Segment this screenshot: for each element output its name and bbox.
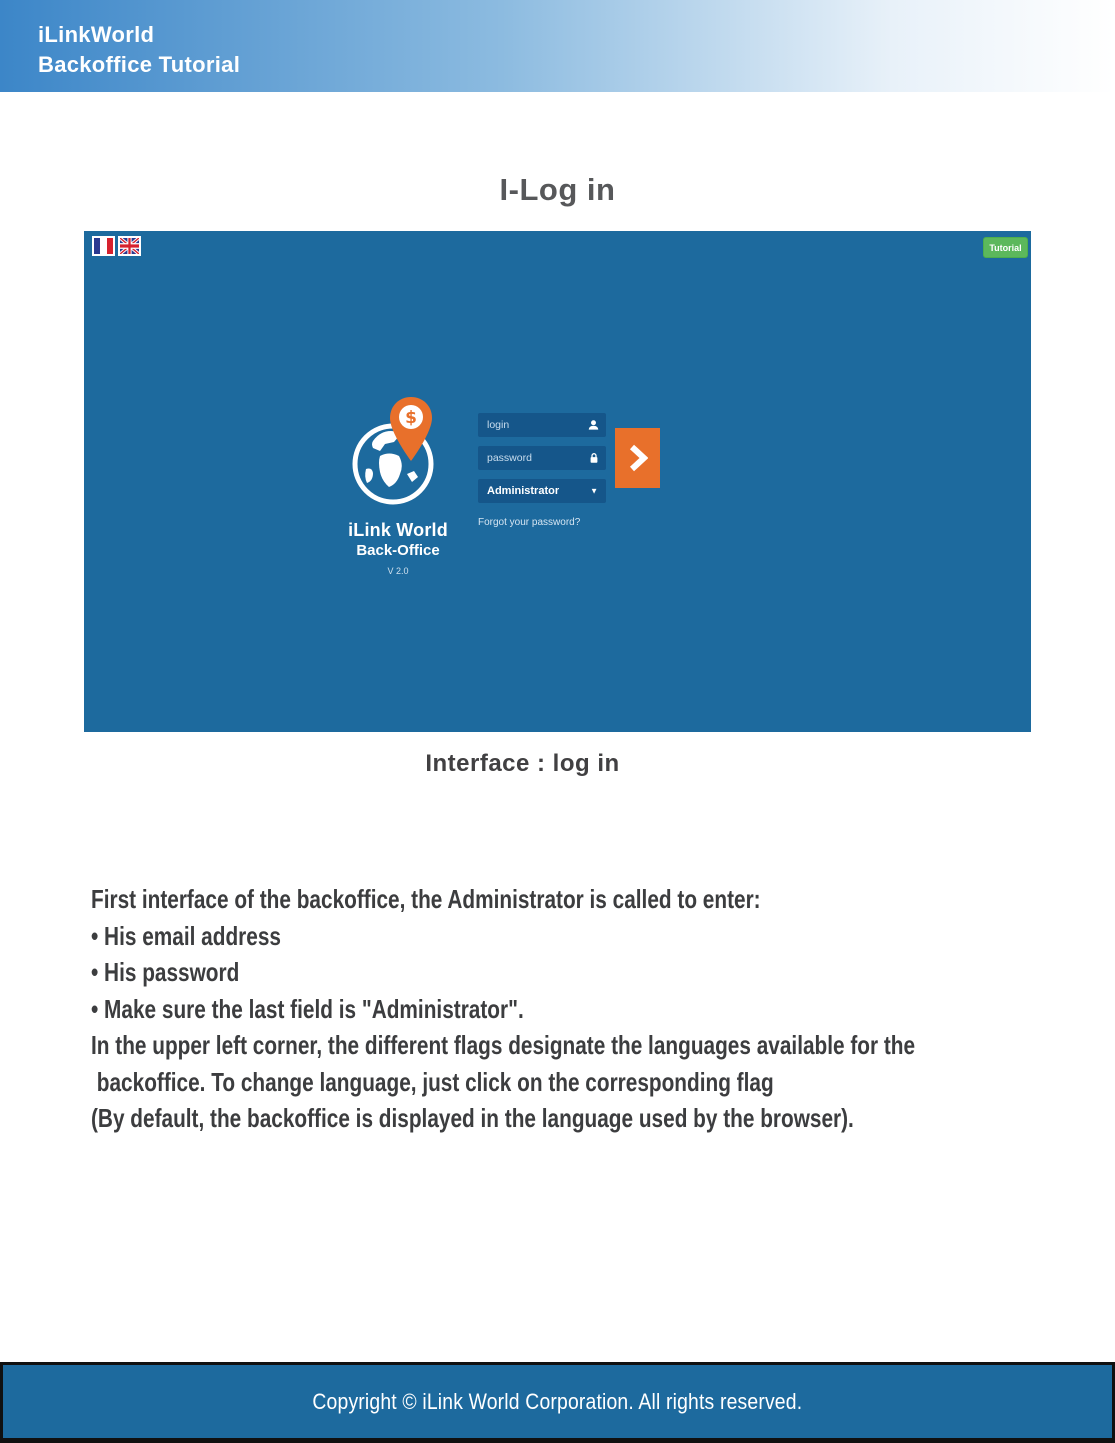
screenshot-caption: Interface : log in [425,750,620,777]
logo-brand: iLink World [348,520,448,540]
copyright-text: Copyright © iLink World Corporation. All rights reserved. [312,1388,803,1414]
role-select[interactable] [478,479,606,503]
body-line: First interface of the backoffice, the Administrator is called to enter: [91,884,761,914]
login-submit-button[interactable] [615,428,660,488]
document-header [0,0,1115,92]
login-screenshot [84,231,1031,732]
dollar-symbol: $ [405,408,417,428]
body-line: • His email address [91,920,281,951]
header-subtitle: Backoffice Tutorial [38,52,241,77]
language-flags [92,236,141,256]
role-selected-value: Administrator [487,485,560,497]
forgot-password-link[interactable]: Forgot your password? [478,517,581,528]
union-jack-graphic [120,238,139,254]
chevron-right-icon [628,444,648,472]
page-title: I-Log in [499,172,616,207]
body-line: backoffice. To change language, just click on the corresponding flag [91,1066,774,1097]
globe-pin-icon [333,394,463,516]
login-placeholder: login [487,419,510,431]
logo-product: Back-Office [356,542,440,559]
login-form [478,413,606,530]
body-line: • Make sure the last field is "Administrator". [91,993,524,1024]
document-footer [0,1362,1115,1443]
password-input[interactable] [478,446,606,470]
user-icon [588,420,599,431]
lock-icon [589,453,599,464]
body-line: In the upper left corner, the different flags designate the languages available for the [91,1030,916,1060]
french-flag-icon[interactable] [92,236,115,256]
login-input[interactable] [478,413,606,437]
body-line: • His password [91,957,240,987]
logo-version: V 2.0 [387,566,409,576]
french-flag-red-stripe [107,238,113,254]
chevron-down-icon: ▼ [590,486,598,496]
body-text [91,881,1091,1137]
body-line: (By default, the backoffice is displayed in the language used by the browser). [91,1103,854,1133]
uk-flag-icon[interactable] [118,236,141,256]
header-brand: iLinkWorld [38,22,155,47]
password-placeholder: password [487,452,532,464]
tutorial-button[interactable]: Tutorial [983,237,1028,258]
app-logo [333,394,463,576]
